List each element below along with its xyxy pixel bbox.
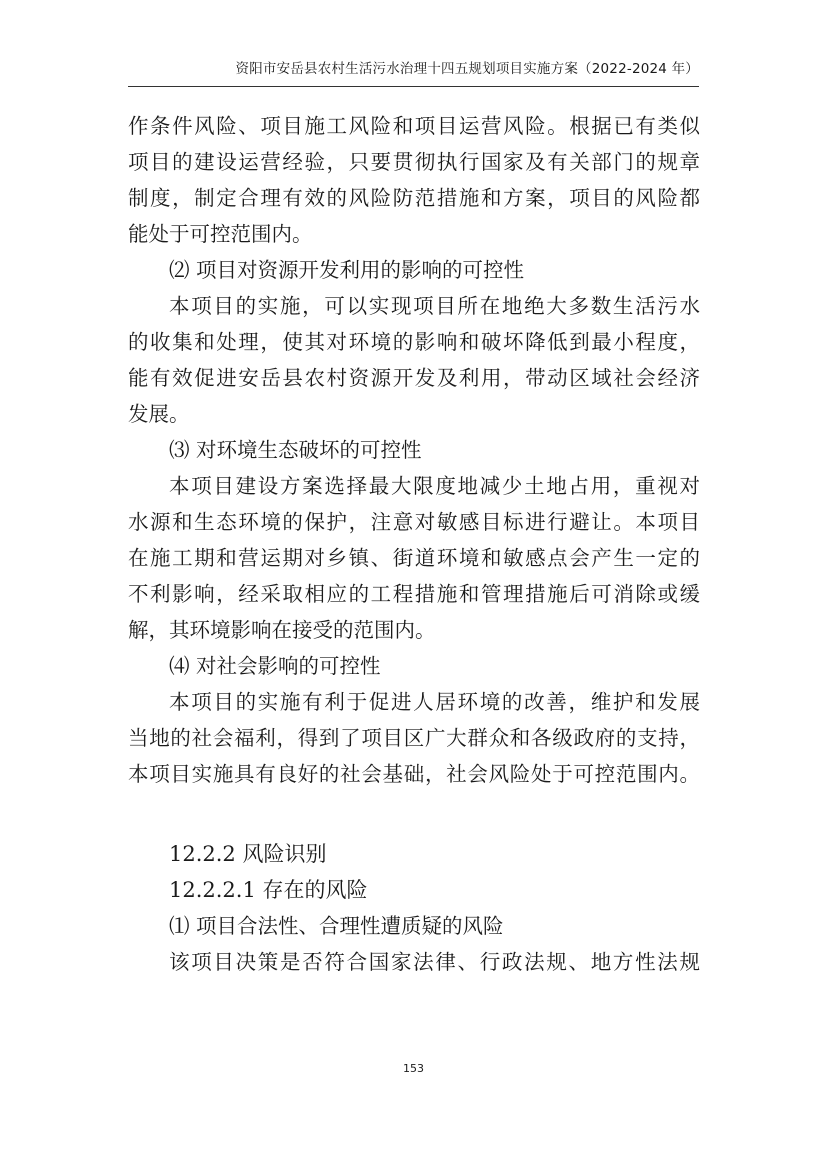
paragraph-line: 在施工期和营运期对乡镇、街道环境和敏感点会产生一定的 [128,546,700,570]
paragraph-line: 解，其环境影响在接受的范围内。 [128,618,436,642]
paragraph-line: 作条件风险、项目施工风险和项目运营风险。根据已有类似 [128,114,700,138]
header-divider [128,86,699,87]
paragraph-line: 本项目实施具有良好的社会基础，社会风险处于可控范围内。 [128,762,700,786]
section-heading: 12.2.2 风险识别 [169,842,327,866]
subsection-heading: 12.2.2.1 存在的风险 [169,878,368,902]
paragraph-line: 本项目建设方案选择最大限度地减少土地占用，重视对 [169,474,700,498]
paragraph-line: 发展。 [128,402,190,426]
paragraph-line: 能有效促进安岳县农村资源开发及利用，带动区域社会经济 [128,366,700,390]
paragraph-line: 该项目决策是否符合国家法律、行政法规、地方性法规 [169,950,700,974]
section-gap [128,792,700,836]
item-title-resource: ⑵ 项目对资源开发利用的影响的可控性 [169,258,525,282]
paragraph-line: 的收集和处理，使其对环境的影响和破坏降低到最小程度， [128,330,700,354]
paragraph-line: 不利影响，经采取相应的工程措施和管理措施后可消除或缓 [128,582,700,606]
paragraph-line: 本项目的实施，可以实现项目所在地绝大多数生活污水 [169,294,700,318]
document-body [128,108,700,980]
paragraph-line: 水源和生态环境的保护，注意对敏感目标进行避让。本项目 [128,510,700,534]
paragraph-line: 项目的建设运营经验，只要贯彻执行国家及有关部门的规章 [128,150,700,174]
page-number: 153 [403,1062,424,1075]
item-title-social: ⑷ 对社会影响的可控性 [169,654,381,678]
paragraph-line: 能处于可控范围内。 [128,222,313,246]
paragraph-line: 制度，制定合理有效的风险防范措施和方案，项目的风险都 [128,186,700,210]
item-title-legal: ⑴ 项目合法性、合理性遭质疑的风险 [169,914,504,938]
running-header: 资阳市安岳县农村生活污水治理十四五规划项目实施方案（2022-2024 年） [235,61,699,77]
paragraph-line: 当地的社会福利，得到了项目区广大群众和各级政府的支持， [128,726,700,750]
paragraph-line: 本项目的实施有利于促进人居环境的改善，维护和发展 [169,690,700,714]
item-title-ecology: ⑶ 对环境生态破坏的可控性 [169,438,422,462]
